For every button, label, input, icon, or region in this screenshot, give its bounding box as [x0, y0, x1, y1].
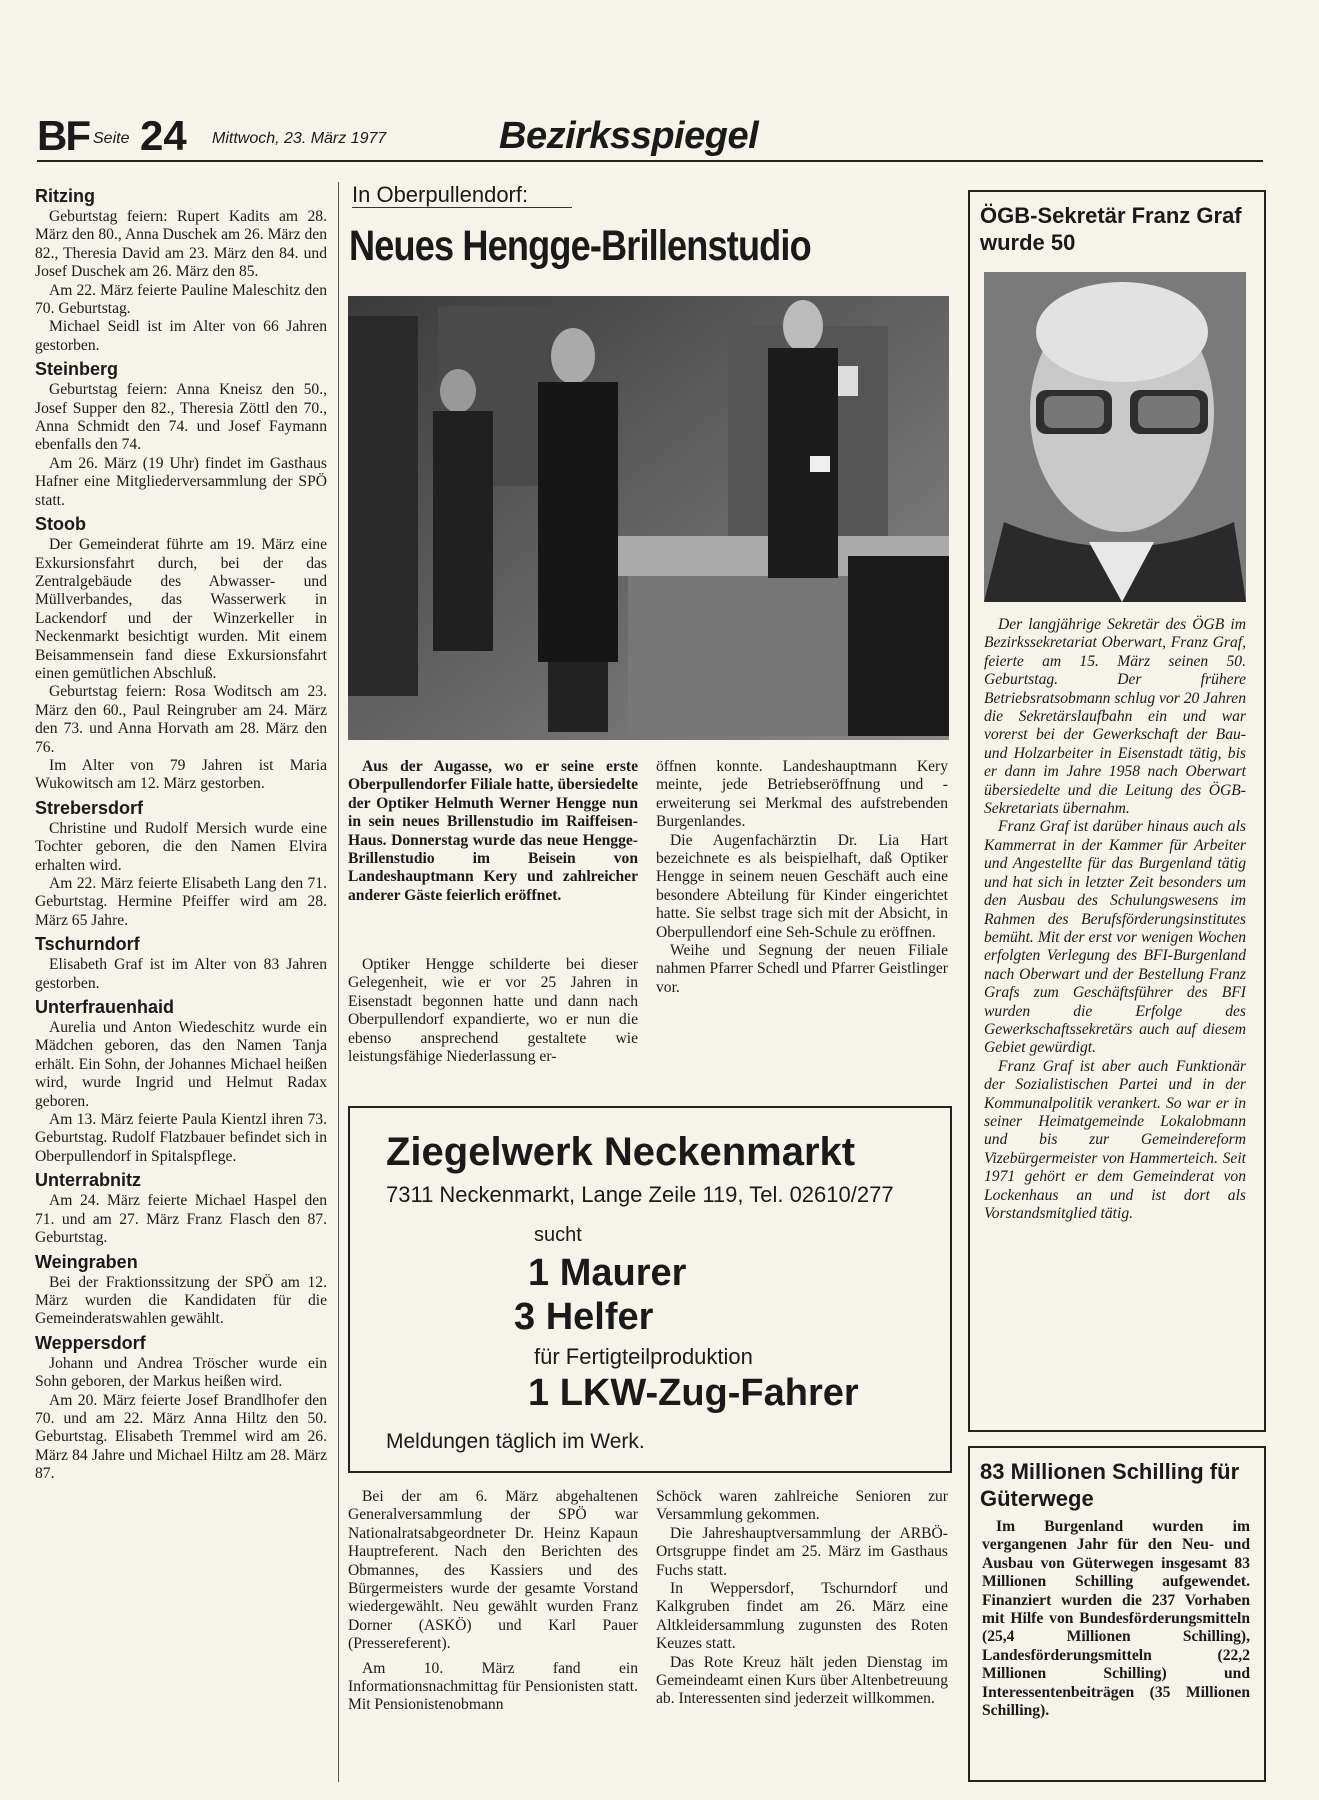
birthday-article-text [984, 616, 1246, 1223]
body-paragraph: Am 10. März fand ein Informationsnachmittag für Pensionisten statt. Mit Pensionistenobmann [348, 1659, 638, 1714]
news-paragraph: Geburtstag feiern: Rosa Woditsch am 23. März den 60., Paul Reingruber am 24. März den 73. und Anna Horvath am 28. März den 76. [35, 683, 327, 756]
news-paragraph: Im Alter von 79 Jahren ist Maria Wukowitsch am 12. März gestorben. [35, 756, 327, 793]
news-paragraph: Elisabeth Graf ist im Alter von 83 Jahren gestorben. [35, 956, 327, 992]
seite-label: Seite [93, 130, 130, 147]
roads-article-box [968, 1446, 1266, 1782]
body-paragraph: Die Jahreshauptversammlung der ARBÖ-Ortsgruppe findet am 25. März im Gasthaus Fuchs statt. [656, 1524, 948, 1579]
locality-heading: Weingraben [35, 1251, 138, 1272]
kicker-underline [352, 207, 572, 208]
locality-heading: Ritzing [35, 186, 95, 206]
body-paragraph: Optiker Hengge schilderte bei dieser Gelegenheit, wie er vor 25 Jahren in Eisenstadt begonnen hatte und dann nach Oberpullendorf expandierte, wo er nun die ebenso ansprechend gestaltete wie leistungsfähige Niederlassung er- [348, 956, 638, 1066]
article-body-col2 [656, 758, 948, 997]
body-paragraph: Der langjährige Sekretär des ÖGB im Bezirkssekretariat Oberwart, Franz Graf, feierte am 15. März seinen 50. Geburtstag. Der frühere Betriebsratsobmann schlug vor 20 Jahren die Sekretärslaufbahn ein und war vorerst bei der Gewerkschaft der Bau- und Holzarbeiter in Eisenstadt tätig, bis er dann im Jahre 1958 nach Oberwart übersiedelte und die Leitung des ÖGB-Sekretariats übernahm. [984, 616, 1246, 818]
body-paragraph: Bei der am 6. März abgehaltenen Generalversammlung der SPÖ war Nationalratsabgeordneter Dr. Heinz Kapaun Hauptreferent. Nach den Berichten des Obmannes, des Kassiers und des Bürgermeisters wurde der gesamte Vorstand wiedergewählt. Neu gewählt wurden Franz Dorner (ASKÖ) und Karl Pauer (Pressereferent). [348, 1488, 638, 1653]
box-title: 83 Millionen Schilling für Güterwege [980, 1459, 1240, 1511]
article-lead [348, 758, 638, 905]
body-paragraph: Schöck waren zahlreiche Senioren zur Versammlung gekommen. [656, 1488, 948, 1524]
body-paragraph: Das Rote Kreuz hält jeden Dienstag im Gemeindeamt einen Kurs über Altenbetreuung ab. Interessenten sind jederzeit willkommen. [656, 1653, 948, 1708]
job-advertisement [348, 1106, 952, 1473]
birthday-article-box [968, 190, 1266, 1432]
news-paragraph: Am 22. März feierte Elisabeth Lang den 71. Geburtstag. Hermine Pfeiffer wird am 28. März 65 Jahre. [35, 875, 327, 929]
news-paragraph: Am 26. März (19 Uhr) findet im Gasthaus Hafner eine Mitgliederversammlung der SPÖ statt. [35, 454, 327, 509]
news-paragraph: Bei der Fraktionssitzung der SPÖ am 12. März wurden die Kandidaten für die Gemeinderatswahlen gewählt. [35, 1273, 327, 1328]
news-paragraph: Michael Seidl ist im Alter von 66 Jahren gestorben. [35, 318, 327, 354]
bottom-article-col2 [656, 1488, 948, 1709]
locality-heading: Strebersdorf [35, 797, 144, 818]
ad-seeks: sucht [534, 1224, 582, 1246]
article-headline: Neues Hengge-Brillenstudio [349, 222, 811, 270]
ad-company-name: Ziegelwerk Neckenmarkt [386, 1130, 856, 1174]
news-paragraph: Christine und Rudolf Mersich wurde eine Tochter geboren, die den Namen Elvira erhalten wird. [35, 819, 327, 874]
body-paragraph: Im Burgenland wurden im vergangenen Jahr für den Neu- und Ausbau von Güterwegen insgesamt 83 Millionen Schilling aufgewendet. Finanziert wurden die 237 Vorhaben mit Hilfe von Bundesförderungsmitteln (25,4 Millionen Schilling), Landesförderungsmitteln (22,2 Millionen Schilling) und Interessentenbeiträgen (35 Millionen Schilling). [982, 1518, 1250, 1720]
locality-heading: Weppersdorf [35, 1332, 146, 1353]
portrait-drawing [984, 272, 1246, 602]
locality-heading: Unterrabnitz [35, 1170, 142, 1191]
ad-job-mason: 1 Maurer [528, 1252, 687, 1294]
ad-job-helper: 3 Helfer [514, 1296, 654, 1338]
body-paragraph: Weihe und Segnung der neuen Filiale nahmen Pfarrer Schedl und Pfarrer Geistlinger vor. [656, 942, 948, 996]
body-paragraph: Franz Graf ist aber auch Funktionär der Sozialistischen Partei und in der Kommunalpolitik verankert. So war er in seiner Heimatgemeinde Lokalobmann und bis zur Gemeindereform Vizebürgermeister von Hammerteich. Seit 1971 gehört er dem Gemeinderat von Lockenhaus an und ist dort als Vorstandsmitglied tätig. [984, 1057, 1246, 1222]
body-paragraph: Die Augenfachärztin Dr. Lia Hart bezeichnete es als beispielhaft, daß Optiker Hengge in seinem neuen Geschäft auch eine besondere Abteilung für Kinder eingerichtet hatte. Sie selbst trage sich mit der Absicht, in Oberpullendorf eine Seh-Schule zu eröffnen. [656, 831, 948, 941]
store-opening-photo [348, 296, 949, 740]
ad-for-production: für Fertigteilproduktion [534, 1344, 753, 1369]
news-paragraph: Johann und Andrea Tröscher wurde ein Sohn geboren, der Markus heißen wird. [35, 1354, 327, 1391]
bottom-article-col1 [348, 1488, 638, 1715]
article-kicker: In Oberpullendorf: [352, 182, 529, 207]
locality-heading: Stoob [35, 514, 86, 535]
news-paragraph: Aurelia und Anton Wiedeschitz wurde ein Mädchen geboren, das den Namen Tanja erhält. Ein Sohn, der Johannes Michael heißen wird, wurde Ingrid und Helmut Radax geboren. [35, 1019, 327, 1110]
masthead-rule [37, 160, 1263, 162]
masthead [37, 112, 1263, 159]
news-paragraph: Am 22. März feierte Pauline Maleschitz den 70. Geburtstag. [35, 281, 327, 318]
news-paragraph: Am 20. März feierte Josef Brandlhofer den 70. und am 22. März Anna Hiltz den 50. Geburtstag. Elisabeth Tremmel wird am 26. März 84 Jahre und Michael Hiltz am 28. März 87. [35, 1391, 327, 1483]
page-number: 24 [140, 112, 187, 159]
column-divider [338, 182, 339, 1782]
news-paragraph: Geburtstag feiern: Anna Kneisz den 50., Josef Supper den 82., Theresia Zöttl den 70., Anna Schmidt den 74. und Josef Faymann ebenfalls den 74. [35, 381, 327, 454]
box-title: ÖGB-Sekretär Franz Graf wurde 50 [980, 203, 1242, 255]
locality-heading: Tschurndorf [35, 934, 140, 955]
section-title: Bezirksspiegel [499, 115, 759, 157]
article-body-col1 [348, 956, 638, 1066]
news-paragraph: Geburtstag feiern: Rupert Kadits am 28. März den 80., Anna Duschek am 26. März den 82., Theresia David am 23. März den 84. und Josef Duschek am 26. März den 85. [35, 208, 327, 281]
local-news-column [35, 186, 327, 1786]
body-paragraph: In Weppersdorf, Tschurndorf und Kalkgruben findet am 26. März eine Altkleidersammlung zugunsten des Roten Keuzes statt. [656, 1580, 948, 1653]
news-paragraph: Am 24. März feierte Michael Haspel den 71. und am 27. März Franz Flasch den 87. Geburtstag. [35, 1192, 327, 1247]
newspaper-logo: BF [37, 112, 89, 159]
news-paragraph: Am 13. März feierte Paula Kientzl ihren 73. Geburtstag. Rudolf Flatzbauer befindet sich in Oberpullendorf in Spitalspflege. [35, 1111, 327, 1165]
news-paragraph: Der Gemeinderat führte am 19. März eine Exkursionsfahrt durch, bei der das Zentralgebäude des Abwasser- und Müllverbandes, das Wasserwerk in Lackendorf und der Winzerkeller in Neckenmarkt besichtigt wurden. Mit einem Beisammensein fand diese Exkursionsfahrt einen gemütlichen Abschluß. [35, 536, 327, 682]
ad-address: 7311 Neckenmarkt, Lange Zeile 119, Tel. 02610/277 [386, 1182, 894, 1207]
roads-article-text [982, 1518, 1250, 1720]
body-paragraph: öffnen konnte. Landeshauptmann Kery meinte, jede Betriebseröffnung und -erweiterung sei Merkmal des aufstrebenden Burgenlandes. [656, 758, 948, 831]
body-paragraph: Franz Graf ist darüber hinaus auch als Kammerrat in der Kammer für Arbeiter und Angestellte für das Burgenland tätig und hat sich in letzter Zeit besonders um den Ausbau des Schulungswesens im Rahmen des Berufsförderungsinstitutes bemüht. Mit der erst vor wenigen Wochen erfolgten Verlegung des BFI-Burgenland nach Oberwart und der Bestellung Franz Grafs zum Geschäftsführer des BFI wurden die Erfolge des Gewerkschaftssekretärs auch auf diesem Gebiet gewürdigt. [984, 818, 1246, 1057]
locality-heading: Unterfrauenhaid [35, 997, 175, 1018]
ad-job-driver: 1 LKW-Zug-Fahrer [528, 1372, 859, 1414]
locality-heading: Steinberg [35, 359, 119, 380]
ad-contact-note: Meldungen täglich im Werk. [386, 1430, 645, 1453]
issue-date: Mittwoch, 23. März 1977 [212, 130, 387, 147]
portrait-photo [984, 272, 1246, 602]
store-opening-photo-drawing [348, 296, 949, 740]
lead-paragraph: Aus der Augasse, wo er seine erste Oberpullendorfer Filiale hatte, übersiedelte der Optiker Helmuth Werner Hengge nun in sein neues Brillenstudio im Raiffeisen-Haus. Donnerstag wurde das neue Hengge-Brillenstudio im Beisein von Landeshauptmann Kery und zahlreicher anderer Gäste feierlich eröffnet. [348, 758, 638, 904]
